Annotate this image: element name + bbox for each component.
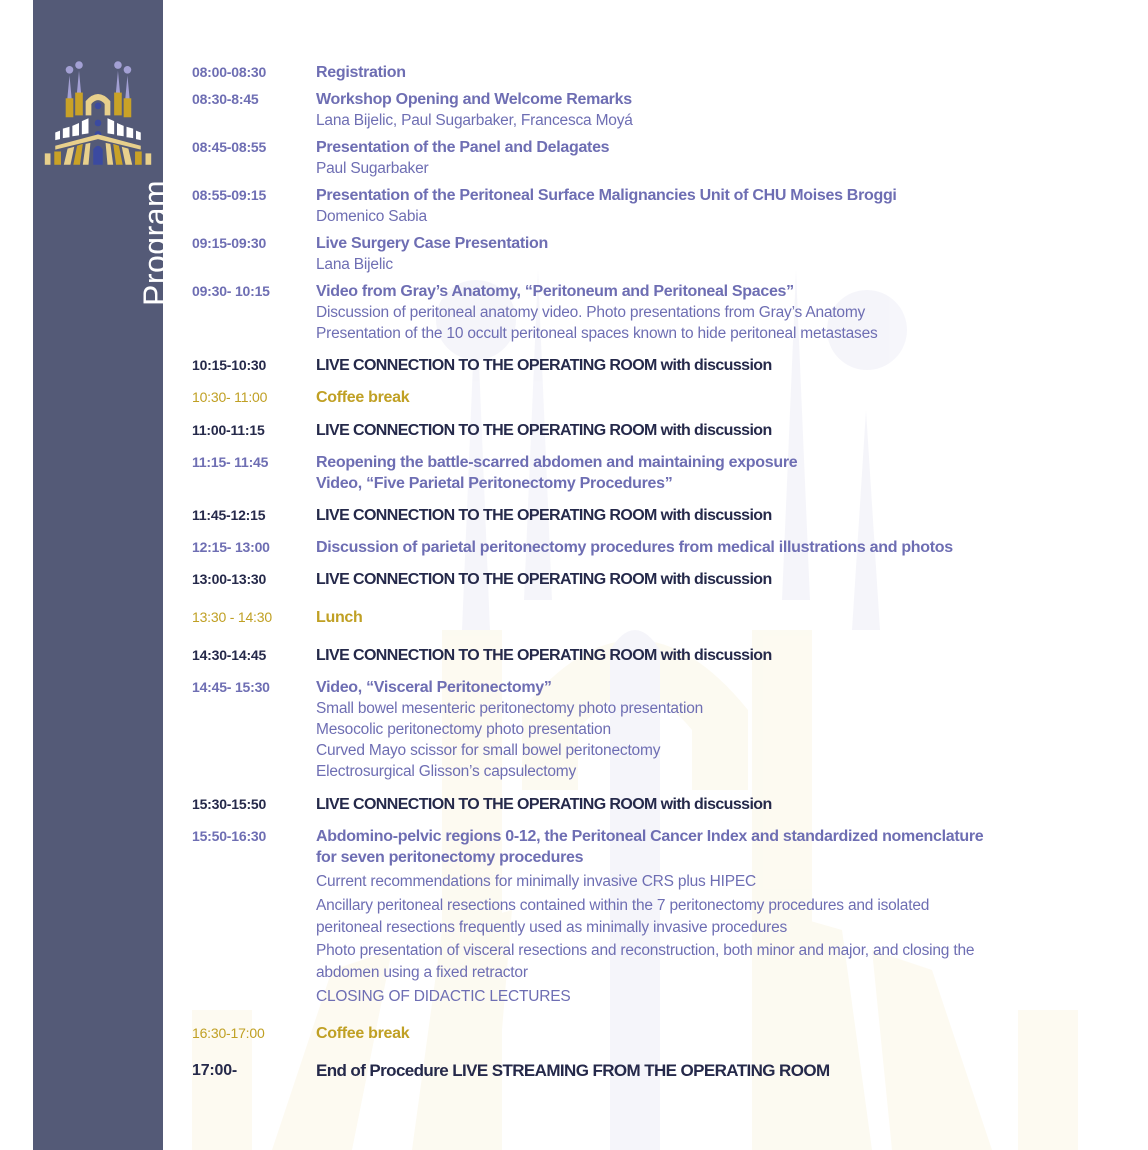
item-speakers: Lana Bijelic — [316, 256, 393, 273]
schedule-item — [192, 537, 1072, 558]
item-detail: Mesocolic peritonectomy photo presentation — [316, 721, 611, 738]
item-title: Reopening the battle-scarred abdomen and maintaining exposure — [316, 454, 798, 471]
item-title-2: for seven peritonectomy procedures — [316, 849, 584, 866]
item-title: LIVE CONNECTION TO THE OPERATING ROOM with discussion — [316, 422, 772, 439]
item-title: Live Surgery Case Presentation — [316, 235, 548, 252]
item-detail: Discussion of peritoneal anatomy video. Photo presentations from Gray’s Anatomy — [316, 304, 866, 321]
item-time: 10:15-10:30 — [192, 357, 267, 373]
item-detail: Photo presentation of visceral resections and reconstruction, both minor and major, and closing the — [316, 942, 975, 959]
schedule-item — [192, 137, 1072, 179]
item-time: 15:50-16:30 — [192, 828, 267, 844]
item-title: Registration — [316, 64, 406, 81]
item-time: 14:45- 15:30 — [192, 679, 270, 695]
item-title: LIVE CONNECTION TO THE OPERATING ROOM with discussion — [316, 507, 772, 524]
schedule-item-live — [192, 794, 1072, 815]
item-time: 08:55-09:15 — [192, 187, 267, 203]
schedule-item-break — [192, 607, 1072, 628]
item-detail: Current recommendations for minimally invasive CRS plus HIPEC — [316, 873, 757, 890]
schedule-item-live — [192, 1060, 1072, 1081]
item-title: LIVE CONNECTION TO THE OPERATING ROOM with discussion — [316, 357, 772, 374]
item-time: 08:45-08:55 — [192, 139, 267, 155]
item-detail: Ancillary peritoneal resections contained within the 7 peritonectomy procedures and isolated — [316, 897, 930, 914]
cathedral-logo-icon — [41, 58, 155, 168]
schedule-item — [192, 62, 1072, 83]
item-title: Presentation of the Panel and Delagates — [316, 139, 610, 156]
schedule-item — [192, 233, 1072, 275]
item-time: 13:00-13:30 — [192, 571, 267, 587]
schedule-item-live — [192, 355, 1072, 376]
item-speakers: Domenico Sabia — [316, 208, 427, 225]
item-title: Workshop Opening and Welcome Remarks — [316, 91, 632, 108]
schedule-item-live — [192, 505, 1072, 526]
item-detail: peritoneal resections frequently used as minimally invasive procedures — [316, 919, 788, 936]
schedule-item-live — [192, 569, 1072, 590]
item-time: 10:30- 11:00 — [192, 389, 268, 405]
item-time: 08:30-8:45 — [192, 91, 259, 107]
item-time: 11:15- 11:45 — [192, 454, 269, 470]
item-time: 14:30-14:45 — [192, 647, 267, 663]
schedule-item — [192, 89, 1072, 131]
item-title: Coffee break — [316, 1025, 410, 1042]
schedule-item — [192, 677, 1072, 782]
item-detail: Small bowel mesenteric peritonectomy photo presentation — [316, 700, 704, 717]
item-title: LIVE CONNECTION TO THE OPERATING ROOM with discussion — [316, 796, 772, 813]
item-time: 09:30- 10:15 — [192, 283, 270, 299]
item-title: LIVE CONNECTION TO THE OPERATING ROOM with discussion — [316, 571, 772, 588]
item-title: Abdomino-pelvic regions 0-12, the Peritoneal Cancer Index and standardized nomenclature — [316, 828, 984, 845]
schedule-item-break — [192, 387, 1072, 408]
sidebar — [33, 0, 173, 1150]
item-time: 11:00-11:15 — [192, 422, 265, 438]
item-title: LIVE CONNECTION TO THE OPERATING ROOM with discussion — [316, 647, 772, 664]
item-detail: Curved Mayo scissor for small bowel peritonectomy — [316, 742, 661, 759]
item-title: Discussion of parietal peritonectomy procedures from medical illustrations and photos — [316, 539, 953, 556]
item-title: Lunch — [316, 609, 363, 626]
item-title: Video from Gray’s Anatomy, “Peritoneum and Peritoneal Spaces” — [316, 283, 794, 300]
item-time: 08:00-08:30 — [192, 64, 267, 80]
item-time: 15:30-15:50 — [192, 796, 267, 812]
item-time: 16:30-17:00 — [192, 1025, 265, 1041]
schedule-item — [192, 281, 1072, 344]
item-title: Video, “Visceral Peritonectomy” — [316, 679, 552, 696]
item-speakers: Lana Bijelic, Paul Sugarbaker, Francesca Moyá — [316, 112, 633, 129]
item-title: Coffee break — [316, 389, 410, 406]
item-detail: abdomen using a fixed retractor — [316, 964, 528, 981]
item-detail: CLOSING OF DIDACTIC LECTURES — [316, 988, 571, 1005]
schedule-item-break — [192, 1023, 1072, 1044]
item-title: Presentation of the Peritoneal Surface Malignancies Unit of CHU Moises Broggi — [316, 187, 897, 204]
item-detail: Electrosurgical Glisson’s capsulectomy — [316, 763, 577, 780]
item-title: End of Procedure LIVE STREAMING FROM THE OPERATING ROOM — [316, 1061, 830, 1080]
schedule-item — [192, 826, 1072, 1007]
item-time: 09:15-09:30 — [192, 235, 267, 251]
sidebar-title: Program — [137, 179, 173, 306]
schedule-item-live — [192, 420, 1072, 441]
schedule-item-live — [192, 645, 1072, 666]
item-title-2: Video, “Five Parietal Peritonectomy Procedures” — [316, 475, 673, 492]
item-time: 11:45-12:15 — [192, 507, 266, 523]
item-detail: Presentation of the 10 occult peritoneal spaces known to hide peritoneal metastases — [316, 325, 878, 342]
item-speakers: Paul Sugarbaker — [316, 160, 429, 177]
item-time: 13:30 - 14:30 — [192, 609, 272, 625]
schedule-item — [192, 185, 1072, 227]
item-time: 12:15- 13:00 — [192, 539, 270, 555]
item-time: 17:00- — [192, 1062, 238, 1079]
schedule-item — [192, 452, 1072, 494]
